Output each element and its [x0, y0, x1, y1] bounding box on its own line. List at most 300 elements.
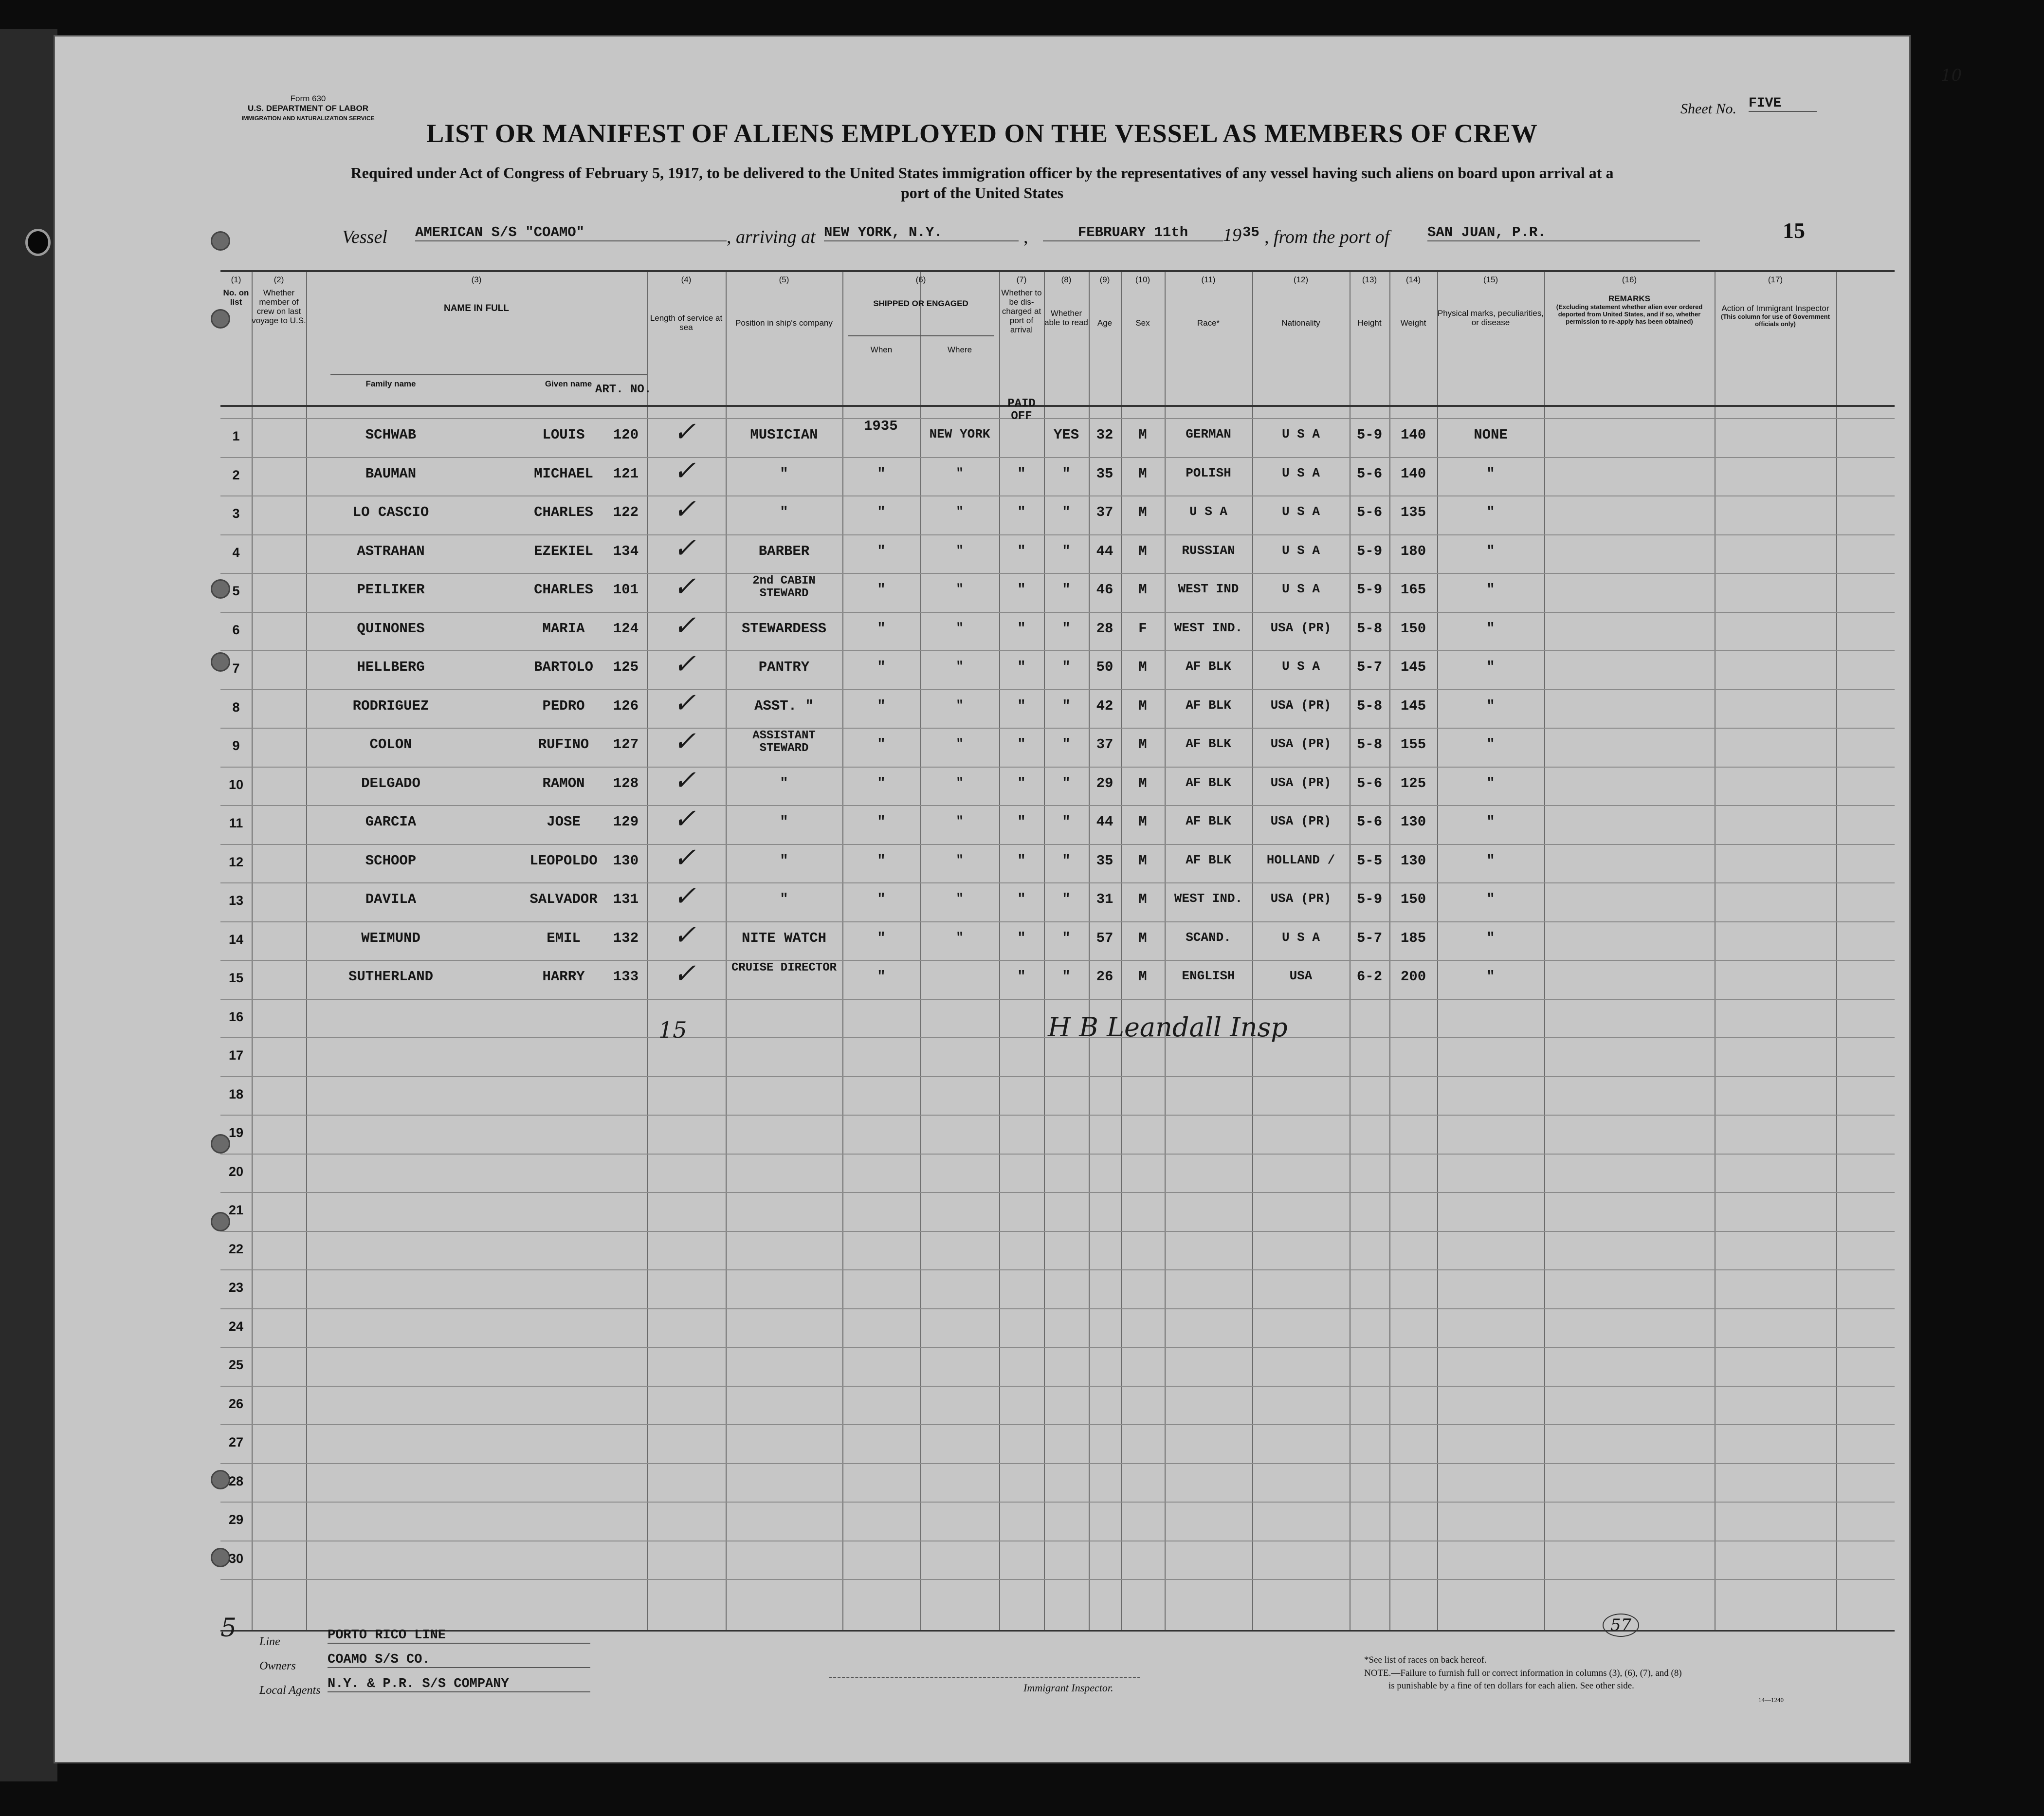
art-number-cell: 101 — [613, 582, 639, 598]
weight-cell: 185 — [1400, 930, 1426, 946]
family-name-cell: QUINONES — [357, 620, 425, 637]
row-number: 5 — [232, 584, 240, 598]
arriving-label: , arriving at — [727, 227, 816, 247]
discharged-cell: PAID OFF — [1007, 397, 1036, 423]
age-cell: 57 — [1096, 930, 1113, 946]
shipped-where-cell: " — [956, 582, 964, 596]
position-cell: NITE WATCH — [741, 930, 827, 946]
shipped-when-cell: " — [877, 504, 886, 520]
checkmark-icon: ✓ — [673, 455, 696, 487]
row-number: 16 — [228, 1009, 244, 1024]
able-to-read-cell: " — [1062, 504, 1071, 520]
shipped-where-cell: " — [956, 465, 964, 480]
row-number: 6 — [232, 622, 240, 637]
shipped-when-cell: " — [877, 930, 886, 946]
race-cell: U S A — [1189, 504, 1227, 519]
shipped-where-cell: " — [956, 736, 964, 751]
shipped-where-cell: " — [956, 814, 964, 828]
shipped-when-cell: " — [877, 891, 886, 907]
shipped-where-cell: " — [956, 930, 964, 945]
owners-value: COAMO S/S CO. — [328, 1652, 590, 1668]
family-name-cell: BAUMAN — [365, 465, 417, 482]
able-to-read-cell: " — [1062, 891, 1071, 907]
column-rule — [1715, 272, 1716, 1630]
race-cell: WEST IND. — [1174, 620, 1243, 635]
sex-cell: M — [1138, 814, 1147, 830]
age-cell: 50 — [1096, 659, 1113, 675]
line-label: Line — [259, 1635, 280, 1648]
shipped-when-cell: " — [877, 736, 886, 752]
checkmark-icon: ✓ — [673, 687, 696, 719]
col-13-header: (13) Height — [1357, 275, 1382, 328]
row-rule — [220, 999, 1895, 1000]
weight-cell: 140 — [1400, 427, 1426, 443]
col-2-header: (2) Whether member of crew on last voyage to U.S. — [252, 275, 306, 325]
row-rule — [220, 1502, 1895, 1503]
family-name-cell: WEIMUND — [361, 930, 420, 946]
age-cell: 46 — [1096, 582, 1113, 598]
position-cell: MUSICIAN — [750, 427, 818, 443]
shipped-when-cell: " — [877, 465, 886, 482]
given-name-cell: SALVADOR — [529, 891, 598, 907]
age-cell: 26 — [1096, 969, 1113, 985]
height-cell: 5-9 — [1356, 582, 1383, 598]
shipped-when-cell: " — [877, 775, 886, 791]
weight-cell: 145 — [1400, 697, 1426, 714]
col-17-header: (17) Action of Immigrant Inspector (This column for use of Government officials only) — [1721, 275, 1830, 328]
row-rule — [220, 960, 1895, 961]
col-11-header: (11) Race* — [1197, 275, 1220, 328]
shipped-when-cell: " — [877, 814, 886, 830]
physical-marks-cell: " — [1486, 891, 1495, 907]
row-number: 17 — [228, 1048, 244, 1063]
position-cell: " — [780, 504, 788, 520]
weight-cell: 155 — [1400, 736, 1426, 752]
height-cell: 5-6 — [1356, 814, 1383, 830]
discharged-cell: " — [1017, 504, 1026, 520]
height-cell: 5-6 — [1356, 504, 1383, 520]
inspector-signature-line — [829, 1677, 1140, 1678]
row-rule — [220, 844, 1895, 845]
nationality-cell: USA (PR) — [1270, 697, 1332, 713]
col-5-header: (5) Position in ship's company — [735, 275, 833, 328]
art-number-cell: 134 — [613, 543, 639, 559]
age-cell: 44 — [1096, 543, 1113, 559]
row-number: 4 — [232, 545, 240, 560]
circled-number: 57 — [1603, 1614, 1639, 1637]
row-number: 1 — [232, 429, 240, 443]
art-number-cell: 124 — [613, 620, 639, 637]
art-number-cell: 131 — [613, 891, 639, 907]
age-cell: 32 — [1096, 427, 1113, 443]
nationality-cell: U S A — [1281, 427, 1320, 441]
art-number-cell: 133 — [613, 969, 639, 985]
sex-cell: M — [1138, 852, 1147, 869]
age-cell: 31 — [1096, 891, 1113, 907]
position-cell: " — [780, 775, 788, 791]
nationality-cell: U S A — [1281, 504, 1320, 519]
year-shipped: 1935 — [864, 418, 898, 434]
col-9-header: (9) Age — [1097, 275, 1113, 328]
art-number-cell: 126 — [613, 697, 639, 714]
row-rule — [220, 767, 1895, 768]
weight-cell: 180 — [1400, 543, 1426, 559]
able-to-read-cell: " — [1062, 620, 1071, 637]
discharged-cell: " — [1017, 620, 1026, 637]
row-rule — [220, 650, 1895, 651]
age-cell: 35 — [1096, 852, 1113, 869]
able-to-read-cell: " — [1062, 814, 1071, 830]
row-number: 11 — [229, 816, 243, 830]
checkmark-icon: ✓ — [673, 609, 696, 642]
given-name-cell: MICHAEL — [534, 465, 593, 482]
checkmark-icon: ✓ — [673, 919, 696, 951]
position-cell: " — [780, 852, 788, 869]
page-number: 15 — [1783, 218, 1805, 243]
row-number: 8 — [232, 699, 240, 715]
binder-hole — [25, 229, 51, 256]
given-name-cell: CHARLES — [534, 504, 593, 520]
given-name-cell: LOUIS — [542, 427, 585, 443]
row-number: 25 — [228, 1357, 244, 1372]
discharged-cell: " — [1017, 969, 1026, 985]
position-cell: PANTRY — [758, 659, 810, 675]
physical-marks-cell: " — [1486, 930, 1495, 946]
row-rule — [220, 1154, 1895, 1155]
physical-marks-cell: " — [1486, 736, 1495, 752]
able-to-read-cell: YES — [1053, 427, 1079, 443]
footnote-penalty-2: is punishable by a fine of ten dollars for each alien. See other side. — [1388, 1681, 1634, 1691]
discharged-cell: " — [1017, 465, 1026, 482]
sheet-number: FIVE — [1749, 96, 1817, 112]
weight-cell: 145 — [1400, 659, 1426, 675]
shipped-subrule — [848, 335, 994, 336]
arrival-date: FEBRUARY 11th — [1043, 224, 1223, 241]
checkmark-icon: ✓ — [673, 880, 696, 912]
binder-edge — [0, 29, 57, 1781]
nationality-cell: U S A — [1281, 930, 1320, 945]
row-number: 2 — [232, 467, 240, 482]
physical-marks-cell: " — [1486, 543, 1495, 559]
row-number: 13 — [228, 893, 244, 908]
position-cell: CRUISE DIRECTOR — [731, 961, 837, 974]
checkmark-icon: ✓ — [673, 494, 696, 525]
agents-value: N.Y. & P.R. S/S COMPANY — [328, 1677, 590, 1692]
departure-port: SAN JUAN, P.R. — [1427, 224, 1700, 241]
position-cell: " — [780, 814, 788, 830]
checkmark-icon: ✓ — [673, 726, 696, 757]
discharged-cell: " — [1017, 852, 1026, 869]
arriving-port: NEW YORK, N.Y. — [824, 224, 1019, 241]
line-value: PORTO RICO LINE — [328, 1628, 590, 1644]
shipped-where-cell: " — [956, 697, 964, 713]
family-name-cell: SUTHERLAND — [348, 969, 434, 985]
header-rule — [220, 405, 1895, 407]
footnote-penalty-1: NOTE.—Failure to furnish full or correct information in columns (3), (6), (7), and (8) — [1364, 1668, 1682, 1678]
page-title: LIST OR MANIFEST OF ALIENS EMPLOYED ON THE VESSEL AS MEMBERS OF CREW — [426, 119, 1538, 148]
nationality-cell: U S A — [1281, 659, 1320, 674]
family-name-cell: LO CASCIO — [352, 504, 429, 520]
able-to-read-cell: " — [1062, 659, 1071, 675]
physical-marks-cell: " — [1486, 582, 1495, 598]
position-cell: " — [780, 891, 788, 907]
family-name-cell: DAVILA — [365, 891, 417, 907]
physical-marks-cell: " — [1486, 620, 1495, 637]
art-number-cell: 127 — [613, 736, 639, 752]
physical-marks-cell: " — [1486, 775, 1495, 791]
footnote-races: *See list of races on back hereof. — [1364, 1655, 1487, 1665]
race-cell: AF BLK — [1186, 775, 1231, 790]
given-name-cell: PEDRO — [542, 697, 585, 714]
family-name-cell: COLON — [369, 736, 412, 752]
race-cell: WEST IND. — [1174, 891, 1243, 906]
weight-cell: 135 — [1400, 504, 1426, 520]
sex-cell: M — [1138, 465, 1147, 482]
inspector-caption: Immigrant Inspector. — [1023, 1682, 1113, 1694]
shipped-where-cell: " — [956, 659, 964, 674]
given-name-cell: HARRY — [542, 969, 585, 985]
nationality-cell: USA — [1289, 969, 1313, 983]
row-number: 23 — [228, 1280, 244, 1295]
row-number: 19 — [228, 1125, 244, 1140]
physical-marks-cell: " — [1486, 969, 1495, 985]
discharged-cell: " — [1017, 543, 1026, 559]
art-number-cell: 130 — [613, 852, 639, 869]
checkmark-icon: ✓ — [673, 416, 696, 448]
race-cell: RUSSIAN — [1182, 543, 1235, 558]
height-cell: 5-9 — [1356, 427, 1383, 443]
sex-cell: M — [1138, 697, 1147, 714]
discharged-cell: " — [1017, 930, 1026, 946]
arrival-year: 35 — [1242, 224, 1259, 240]
row-rule — [220, 418, 1895, 419]
given-name-cell: CHARLES — [534, 582, 593, 598]
col-10-header: (10) Sex — [1135, 275, 1150, 328]
sex-cell: M — [1138, 427, 1147, 443]
given-name-cell: JOSE — [547, 814, 581, 830]
age-cell: 44 — [1096, 814, 1113, 830]
row-number: 14 — [228, 932, 244, 947]
row-number: 28 — [228, 1473, 244, 1488]
able-to-read-cell: " — [1062, 465, 1071, 482]
family-name-cell: HELLBERG — [357, 659, 425, 675]
nationality-cell: HOLLAND / — [1266, 852, 1335, 867]
physical-marks-cell: " — [1486, 814, 1495, 830]
row-rule — [220, 1308, 1895, 1309]
row-rule — [220, 921, 1895, 922]
able-to-read-cell: " — [1062, 930, 1071, 946]
race-cell: GERMAN — [1186, 427, 1231, 441]
height-cell: 6-2 — [1356, 969, 1383, 985]
tally-note: 15 — [658, 1017, 687, 1043]
col-15-header: (15) Physical marks, peculiarities, or disease — [1437, 275, 1544, 327]
sex-cell: M — [1138, 659, 1147, 675]
row-rule — [220, 1463, 1895, 1464]
row-rule — [220, 1269, 1895, 1270]
col-8-header: (8) Whether able to read — [1044, 275, 1088, 327]
column-rule — [647, 272, 648, 1630]
shipped-when-cell: " — [877, 582, 886, 598]
age-cell: 35 — [1096, 465, 1113, 482]
row-number: 10 — [228, 777, 244, 792]
row-number: 20 — [228, 1164, 244, 1179]
agents-label: Local Agents — [259, 1684, 321, 1697]
nationality-cell: USA (PR) — [1270, 736, 1332, 751]
family-name-cell: SCHOOP — [365, 852, 417, 869]
race-cell: AF BLK — [1186, 852, 1231, 867]
row-number: 18 — [228, 1086, 244, 1101]
checkmark-icon: ✓ — [673, 532, 696, 564]
shipped-where-cell: NEW YORK — [929, 427, 990, 441]
physical-marks-cell: NONE — [1474, 427, 1508, 443]
service-name: IMMIGRATION AND NATURALIZATION SERVICE — [241, 115, 375, 122]
row-rule — [220, 882, 1895, 883]
able-to-read-cell: " — [1062, 582, 1071, 598]
physical-marks-cell: " — [1486, 465, 1495, 482]
art-no-header: ART. NO. — [595, 383, 652, 396]
discharged-cell: " — [1017, 582, 1026, 598]
column-rule — [306, 272, 307, 1630]
column-rule — [1544, 272, 1545, 1630]
checkmark-icon: ✓ — [673, 842, 696, 874]
row-number: 12 — [228, 854, 244, 869]
discharged-cell: " — [1017, 659, 1026, 675]
nationality-cell: USA (PR) — [1270, 891, 1332, 906]
manifest-sheet — [54, 35, 1962, 1763]
nationality-cell: U S A — [1281, 465, 1320, 480]
able-to-read-cell: " — [1062, 697, 1071, 714]
weight-cell: 165 — [1400, 582, 1426, 598]
art-number-cell: 120 — [613, 427, 639, 443]
sheet-label: Sheet No. — [1680, 101, 1736, 117]
row-number: 15 — [228, 971, 244, 985]
weight-cell: 125 — [1400, 775, 1426, 791]
row-number: 29 — [228, 1512, 244, 1527]
year-prefix: 19 — [1223, 225, 1241, 245]
given-name-cell: RAMON — [542, 775, 585, 791]
punch-mark — [211, 231, 230, 251]
col-12-header: (12) Nationality — [1281, 275, 1320, 328]
height-cell: 5-7 — [1356, 659, 1383, 675]
age-cell: 37 — [1096, 736, 1113, 752]
row-number: 9 — [232, 738, 240, 753]
position-cell: STEWARDESS — [741, 620, 827, 637]
position-cell: 2nd CABIN STEWARD — [752, 574, 816, 600]
family-name-cell: SCHWAB — [365, 427, 417, 443]
nationality-cell: USA (PR) — [1270, 814, 1332, 828]
family-name-cell: PEILIKER — [357, 582, 425, 598]
able-to-read-cell: " — [1062, 969, 1071, 985]
height-cell: 5-9 — [1356, 543, 1383, 559]
discharged-cell: " — [1017, 775, 1026, 791]
age-cell: 29 — [1096, 775, 1113, 791]
given-name-cell: EMIL — [547, 930, 581, 946]
race-cell: AF BLK — [1186, 697, 1231, 713]
row-number: 21 — [228, 1203, 244, 1217]
row-rule — [220, 1424, 1895, 1425]
weight-cell: 130 — [1400, 814, 1426, 830]
from-port-label: , from the port of — [1264, 227, 1390, 247]
discharged-cell: " — [1017, 736, 1026, 752]
given-name-header: Given name — [545, 379, 592, 388]
shipped-when-cell: " — [877, 620, 886, 637]
checkmark-icon: ✓ — [673, 571, 696, 603]
race-cell: ENGLISH — [1182, 969, 1235, 983]
row-rule — [220, 1347, 1895, 1348]
height-cell: 5-8 — [1356, 697, 1383, 714]
nationality-cell: USA (PR) — [1270, 620, 1332, 635]
column-rule — [252, 272, 253, 1630]
row-rule — [220, 534, 1895, 535]
able-to-read-cell: " — [1062, 852, 1071, 869]
row-rule — [220, 1579, 1895, 1580]
art-number-cell: 128 — [613, 775, 639, 791]
row-rule — [220, 689, 1895, 690]
shipped-where-cell: " — [956, 620, 964, 635]
given-name-cell: LEOPOLDO — [529, 852, 598, 869]
weight-cell: 140 — [1400, 465, 1426, 482]
shipped-where-cell: " — [956, 852, 964, 867]
checkmark-icon: ✓ — [673, 648, 696, 680]
col-4-header: (4) Length of service at sea — [650, 275, 723, 332]
position-cell: " — [780, 465, 788, 482]
checkmark-icon: ✓ — [673, 803, 696, 835]
checkmark-icon: ✓ — [673, 764, 696, 796]
sex-cell: M — [1138, 504, 1147, 520]
row-number: 30 — [228, 1551, 244, 1566]
weight-cell: 130 — [1400, 852, 1426, 869]
discharged-cell: " — [1017, 814, 1026, 830]
name-subrule — [330, 374, 647, 375]
position-cell: ASST. " — [754, 697, 814, 714]
corner-mark: 10 — [1941, 66, 1962, 85]
row-rule — [220, 1115, 1895, 1116]
height-cell: 5-6 — [1356, 775, 1383, 791]
race-cell: POLISH — [1186, 465, 1231, 480]
row-rule — [220, 1231, 1895, 1232]
row-number: 22 — [228, 1241, 244, 1256]
sex-cell: M — [1138, 775, 1147, 791]
art-number-cell: 122 — [613, 504, 639, 520]
sex-cell: M — [1138, 582, 1147, 598]
column-rule — [1836, 272, 1837, 1630]
row-rule — [220, 1192, 1895, 1193]
able-to-read-cell: " — [1062, 543, 1071, 559]
sex-cell: M — [1138, 930, 1147, 946]
race-cell: AF BLK — [1186, 814, 1231, 828]
art-number-cell: 125 — [613, 659, 639, 675]
row-rule — [220, 612, 1895, 613]
physical-marks-cell: " — [1486, 697, 1495, 714]
margin-number: 5 — [220, 1614, 237, 1643]
row-number: 26 — [228, 1396, 244, 1411]
race-cell: WEST IND — [1178, 582, 1239, 596]
nationality-cell: USA (PR) — [1270, 775, 1332, 790]
col-6-header: (6) SHIPPED OR ENGAGED — [873, 275, 968, 308]
manifest-table — [220, 270, 1895, 1632]
age-cell: 37 — [1096, 504, 1113, 520]
shipped-where-cell: " — [956, 891, 964, 906]
family-name-cell: GARCIA — [365, 814, 417, 830]
art-number-cell: 129 — [613, 814, 639, 830]
family-name-cell: DELGADO — [361, 775, 420, 791]
sex-cell: M — [1138, 969, 1147, 985]
row-rule — [220, 495, 1895, 496]
height-cell: 5-9 — [1356, 891, 1383, 907]
owners-label: Owners — [259, 1660, 296, 1672]
shipped-where-cell: " — [956, 504, 964, 519]
vessel-label: Vessel — [342, 227, 387, 247]
